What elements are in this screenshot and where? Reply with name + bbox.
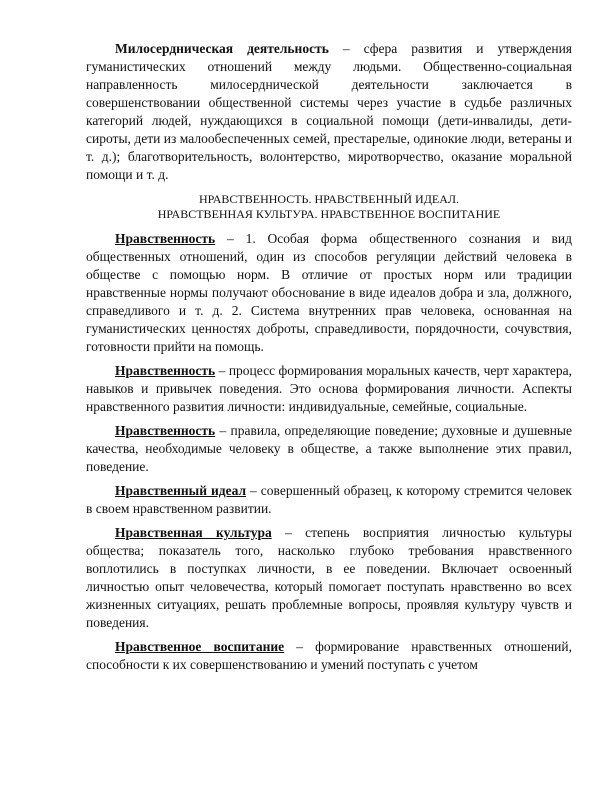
- paragraph-moral-culture: [86, 524, 572, 632]
- definition-morality-1: – 1. Особая форма общественного сознания и вид общественных отношений, один из способов регуляции действий человека в обществе с помощью норм. В отличие от простых норм или традиции нравственные нормы получают обоснование в виде идеалов добра и зла, должного, справедливого и т. д. 2. Система внутренних прав человека, основанная на гуманистических ценностях доброты, справедливости, порядочности, сочувствия, готовности прийти на помощь.: [86, 231, 572, 354]
- heading-line-2: НРАВСТВЕННАЯ КУЛЬТУРА. НРАВСТВЕННОЕ ВОСПИТАНИЕ: [157, 207, 501, 221]
- term-moral-ideal: Нравственный идеал: [115, 483, 247, 498]
- paragraph-mercy-activity: [86, 40, 572, 184]
- term-moral-education: Нравственное воспитание: [115, 639, 285, 654]
- paragraph-morality-2: [86, 362, 572, 416]
- definition-mercy-activity: – сфера развития и утверждения гуманистических отношений между людьми. Общественно-социальная направленность милосерднической деятельности заключается в совершенствовании общественной системы через участие в судьбе различных категорий людей, нуждающихся в социальной помощи (дети-инвалиды, дети-сироты, дети из малообеспеченных семей, престарелые, одинокие люди, ветераны и т. д.); благотворительность, волонтерство, миротворчество, оказание моральной помощи и т. д.: [86, 41, 572, 182]
- definition-moral-ideal: – совершенный образец, к которому стремится человек в своем нравственном развитии.: [86, 483, 572, 516]
- term-morality-1: Нравственность: [115, 231, 216, 246]
- definition-moral-culture: – степень восприятия личностью культуры общества; показатель того, насколько глубоко требования нравственного воплотились в поступках личности, в ее поведении. Включает освоенный личностью опыт человечества, который помогает поступать нравственно во всех жизненных ситуациях, решать проблемные вопросы, проявляя культуру чувств и поведения.: [86, 525, 572, 630]
- definition-morality-2: – процесс формирования моральных качеств, черт характера, навыков и привычек поведения. Это основа формирования личности. Аспекты нравственного развития личности: индивидуальные, семейные, социальные.: [86, 363, 572, 414]
- paragraph-moral-ideal: [86, 482, 572, 518]
- paragraph-morality-1: [86, 230, 572, 356]
- section-heading: [86, 192, 572, 222]
- paragraph-moral-education: [86, 638, 572, 674]
- term-mercy-activity: Милосердническая деятельность: [115, 41, 329, 56]
- heading-line-1: НРАВСТВЕННОСТЬ. НРАВСТВЕННЫЙ ИДЕАЛ.: [198, 192, 460, 206]
- definition-moral-education: – формирование нравственных отношений, способности к их совершенствованию и умений поступать с учетом: [86, 639, 572, 672]
- term-moral-culture: Нравственная культура: [115, 525, 272, 540]
- document-page: [86, 40, 572, 680]
- term-morality-3: Нравственность: [115, 423, 216, 438]
- definition-morality-3: – правила, определяющие поведение; духовные и душевные качества, необходимые человеку в обществе, а также выполнение этих правил, поведение.: [86, 423, 572, 474]
- paragraph-morality-3: [86, 422, 572, 476]
- term-morality-2: Нравственность: [115, 363, 216, 378]
